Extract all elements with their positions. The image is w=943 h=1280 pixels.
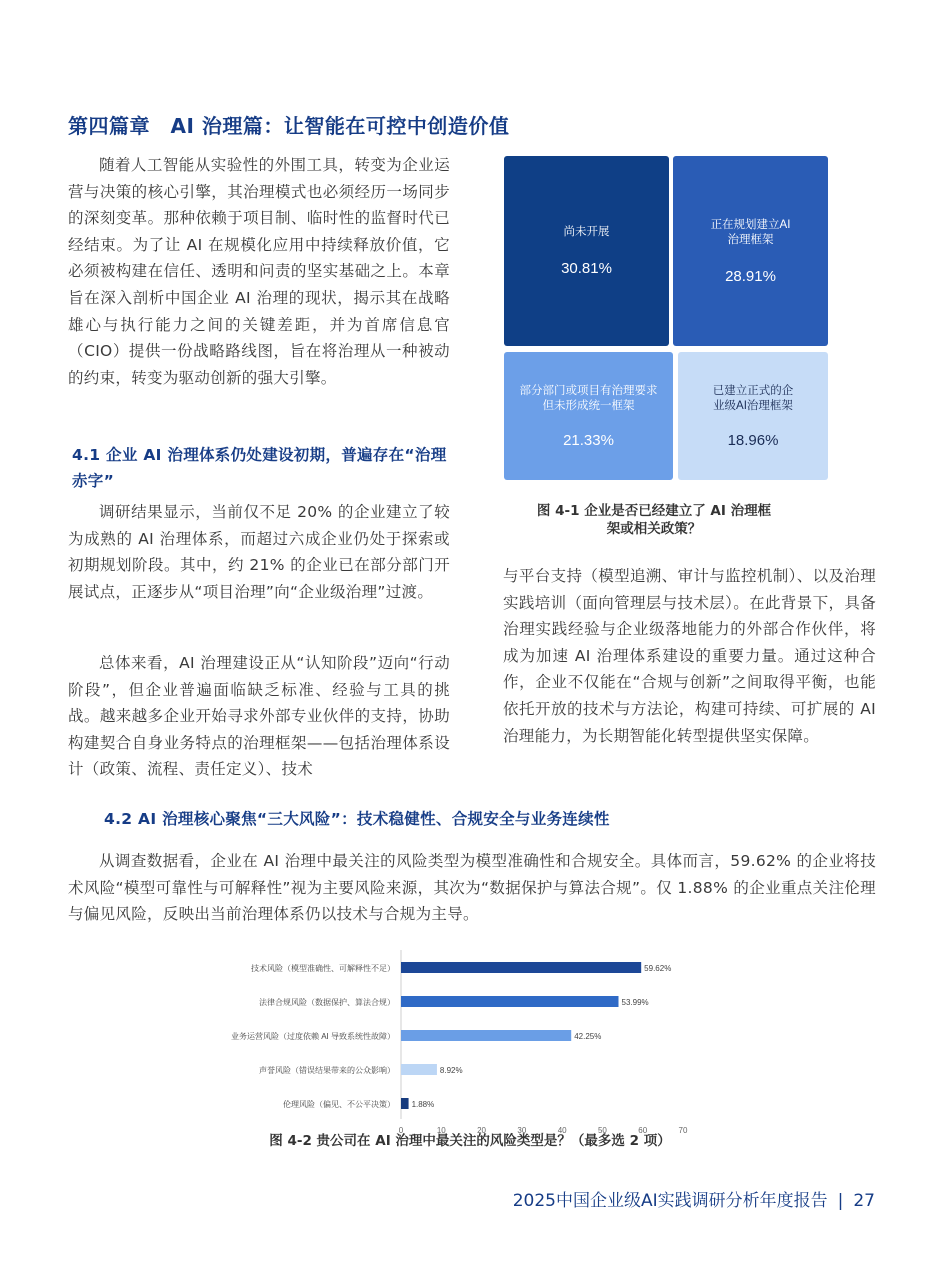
- treemap-cell-value: 21.33%: [563, 431, 614, 449]
- bar-category-label: 业务运营风险（过度依赖 AI 导致系统性故障）: [230, 1032, 395, 1041]
- x-tick-label: 40: [557, 1126, 567, 1135]
- bar: [401, 1030, 571, 1041]
- bar-value-label: 53.99%: [621, 998, 649, 1007]
- x-tick-label: 60: [638, 1126, 648, 1135]
- treemap-cell: [504, 352, 673, 480]
- section-42-heading: 4.2 AI 治理核心聚焦“三大风险”：技术稳健性、合规安全与业务连续性: [104, 810, 610, 828]
- x-tick-label: 10: [436, 1126, 446, 1135]
- x-tick-label: 0: [398, 1126, 404, 1135]
- treemap-cell-value: 30.81%: [561, 260, 612, 277]
- treemap-chart: [504, 156, 828, 480]
- bar: [401, 962, 641, 973]
- footer-separator: |: [837, 1191, 844, 1211]
- risk-bar-chart: [200, 948, 720, 1135]
- treemap-cell-label: 尚未开展: [563, 226, 610, 238]
- treemap-cell-value: 18.96%: [727, 431, 779, 449]
- bar: [401, 1064, 437, 1075]
- bar-value-label: 42.25%: [574, 1032, 602, 1041]
- section-41-paragraph-2: 总体来看，AI 治理建设正从“认知阶段”迈向“行动阶段”，但企业普遍面临缺乏标准、经验与工具的挑战。越来越多企业开始寻求外部专业伙伴的支持，协助构建契合自身业务特点的治理框架——包括治理体系设计（政策、流程、责任定义）、技术: [68, 654, 450, 779]
- treemap-cell-label: 部分部门或项目有治理要求 但未形成统一框架: [519, 384, 658, 412]
- section-41-paragraph-2-continued: 与平台支持（模型追溯、审计与监控机制）、以及治理实践培训（面向管理层与技术层）。在此背景下，具备治理实践经验与企业级落地能力的外部合作伙伴，将成为加速 AI 治理体系建设的重要力量。通过这种合作，企业不仅能在“合规与创新”之间取得平衡，也能依托开放的技术与方法论，构建可持续、可扩展的 AI 治理能力，为长期智能化转型提供坚实保障。: [503, 567, 876, 745]
- x-tick-label: 70: [678, 1126, 688, 1135]
- treemap-cell-value: 28.91%: [725, 267, 776, 285]
- x-tick-label: 20: [477, 1126, 487, 1135]
- x-tick-label: 30: [517, 1126, 527, 1135]
- bar-category-label: 声誉风险（错误结果带来的公众影响）: [259, 1066, 395, 1075]
- bar: [401, 996, 619, 1007]
- chapter-title: 第四篇章 AI 治理篇：让智能在可控中创造价值: [68, 114, 510, 138]
- bar-category-label: 法律合规风险（数据保护、算法合规）: [259, 998, 395, 1007]
- report-title: 2025中国企业级AI实践调研分析年度报告: [512, 1191, 828, 1211]
- treemap-cell-label: 正在规划建立AI 治理框架: [710, 218, 791, 246]
- figure-4-1-caption-line-2: 架或相关政策？: [606, 521, 702, 537]
- bar-value-label: 8.92%: [439, 1066, 463, 1075]
- treemap-cell: [678, 352, 828, 480]
- bar-category-label: 伦理风险（偏见、不公平决策）: [283, 1100, 395, 1109]
- bar-value-label: 1.88%: [411, 1100, 435, 1109]
- figure-4-1-caption-line-1: 图 4-1 企业是否已经建立了 AI 治理框: [536, 503, 772, 519]
- treemap-cell: [673, 156, 828, 346]
- bar-value-label: 59.62%: [644, 964, 672, 973]
- bar: [401, 1098, 409, 1109]
- figure-4-2-caption: 图 4-2 贵公司在 AI 治理中最关注的风险类型是？（最多选 2 项）: [269, 1133, 671, 1149]
- figure-4-1-caption: [504, 502, 804, 538]
- bar-category-label: 技术风险（模型准确性、可解释性不足）: [251, 964, 395, 973]
- x-tick-label: 50: [597, 1126, 607, 1135]
- page-footer: [513, 1186, 875, 1211]
- intro-paragraph: 随着人工智能从实验性的外围工具，转变为企业运营与决策的核心引擎，其治理模式也必须经历一场同步的深刻变革。那种依赖于项目制、临时性的监督时代已经结束。为了让 AI 在规模化应用中持续释放价值，它必须被构建在信任、透明和问责的坚实基础之上。本章旨在深入剖析中国企业 AI 治理的现状，揭示其在战略雄心与执行能力之间的关键差距，并为首席信息官（CIO）提供一份战略路线图，旨在将治理从一种被动的约束，转变为驱动创新的强大引擎。: [68, 156, 450, 387]
- page-number: 27: [853, 1191, 875, 1211]
- section-41-paragraph-1: 调研结果显示，当前仅不足 20% 的企业建立了较为成熟的 AI 治理体系，而超过六成企业仍处于探索或初期规划阶段。其中，约 21% 的企业已在部分部门开展试点，正逐步从“项目治理”向“企业级治理”过渡。: [68, 503, 450, 601]
- treemap-cell: [504, 156, 669, 346]
- treemap-cell-label: 已建立正式的企 业级AI治理框架: [712, 384, 794, 412]
- section-42-paragraph: 从调查数据看，企业在 AI 治理中最关注的风险类型为模型准确性和合规安全。具体而言，59.62% 的企业将技术风险“模型可靠性与可解释性”视为主要风险来源，其次为“数据保护与算法合规”。仅 1.88% 的企业重点关注伦理与偏见风险，反映出当前治理体系仍以技术与合规为主导。: [68, 852, 876, 924]
- section-41-heading: 4.1 企业 AI 治理体系仍处建设初期，普遍存在“治理赤字”: [72, 446, 447, 490]
